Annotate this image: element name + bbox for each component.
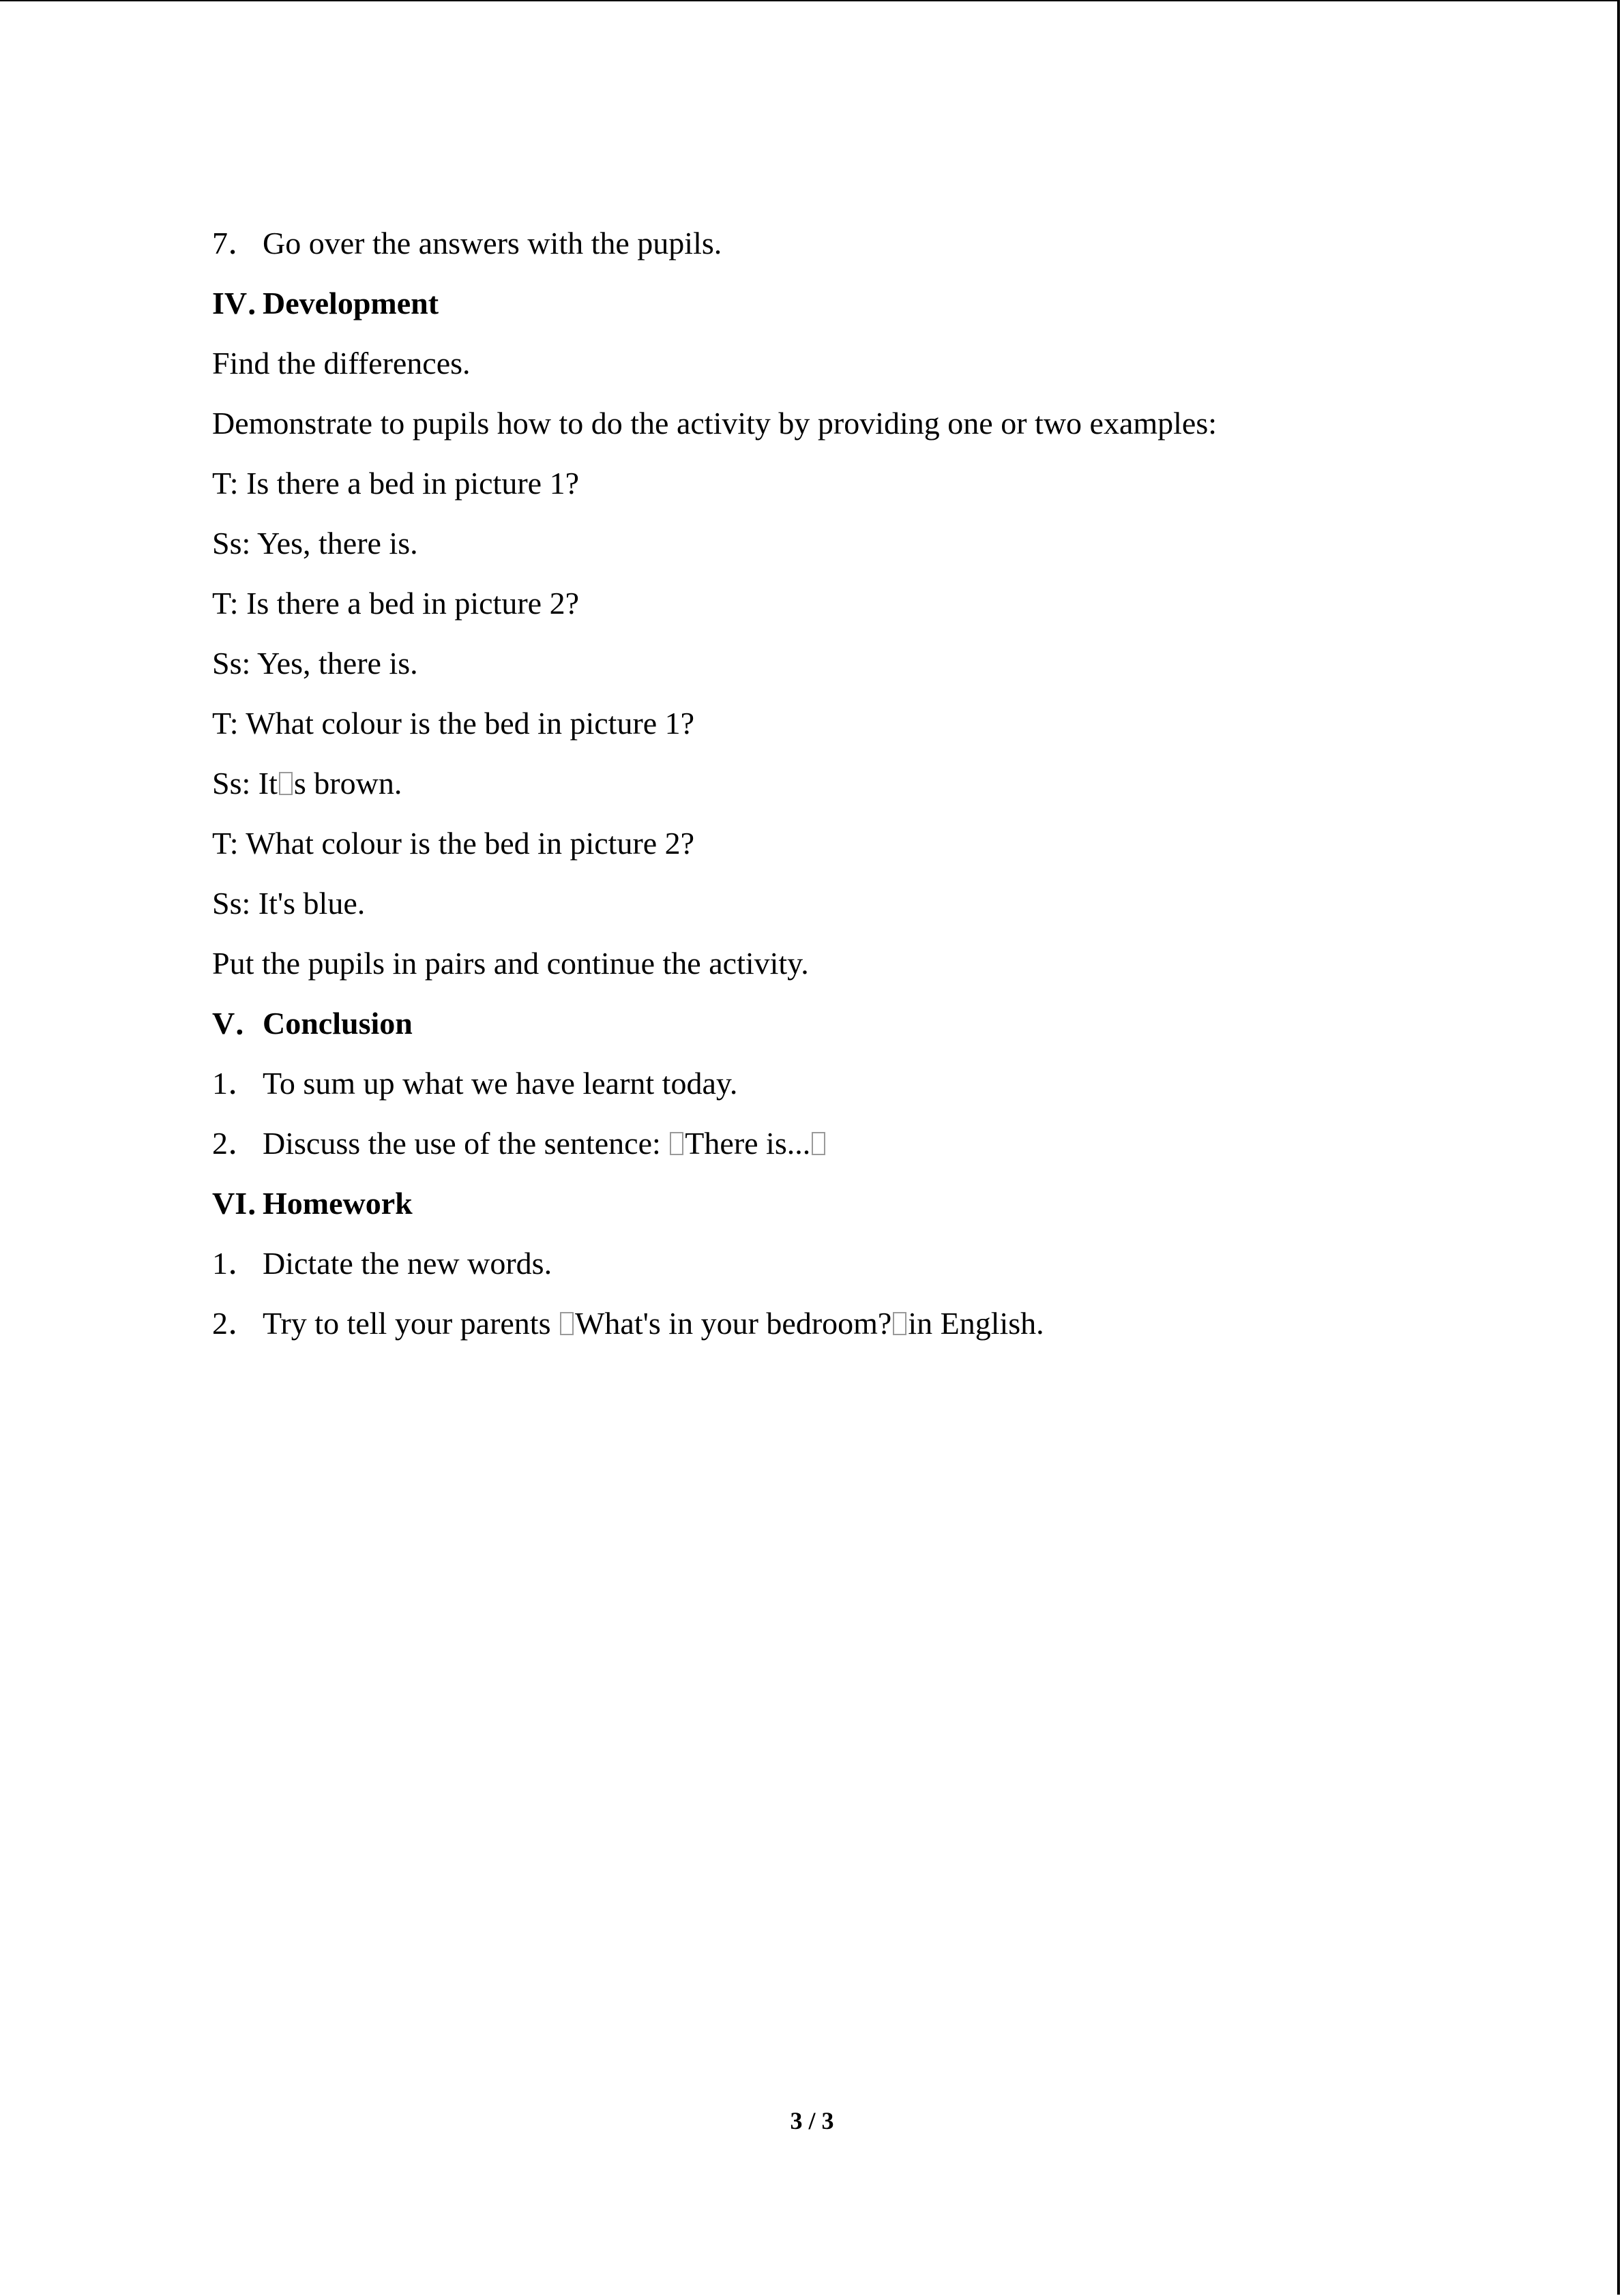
item-text: in English.	[908, 1306, 1044, 1341]
page-content	[212, 213, 1508, 1354]
section-title: Homework	[263, 1186, 413, 1221]
item-number: 1．	[212, 1066, 259, 1101]
section-heading-homework	[212, 1174, 1508, 1234]
dialogue-line: Ss: Yes, there is.	[212, 646, 418, 681]
dialogue-line: Ss: It's blue.	[212, 886, 366, 921]
dialogue-line: T: What colour is the bed in picture 2?	[212, 826, 695, 861]
section-heading-development	[212, 273, 1508, 333]
section-numeral: VI．	[212, 1186, 279, 1221]
missing-glyph-icon	[670, 1132, 683, 1155]
item-text: There is...	[685, 1126, 811, 1161]
item-text: Try to tell your parents	[263, 1306, 559, 1341]
list-item	[212, 1294, 1508, 1354]
list-item	[212, 1054, 1508, 1114]
dialogue-line: T: Is there a bed in picture 2?	[212, 586, 579, 621]
item-text: Discuss the use of the sentence:	[263, 1126, 669, 1161]
section-title: Conclusion	[263, 1006, 413, 1041]
section-heading-conclusion	[212, 994, 1508, 1054]
page-number: 3 / 3	[790, 2107, 834, 2134]
paragraph: Find the differences.	[212, 346, 471, 381]
dialogue-line: Ss: Yes, there is.	[212, 526, 418, 561]
item-text: What's in your bedroom?	[575, 1306, 892, 1341]
dialogue-text: Ss: It	[212, 766, 278, 801]
item-number: 7．	[212, 226, 259, 260]
dialogue-text: s brown.	[293, 766, 402, 801]
list-item	[212, 213, 1508, 273]
item-text: Go over the answers with the pupils.	[263, 226, 722, 260]
list-item	[212, 1114, 1508, 1174]
section-numeral: IV．	[212, 286, 279, 320]
item-text: To sum up what we have learnt today.	[263, 1066, 738, 1101]
list-item	[212, 1234, 1508, 1294]
dialogue-line: T: Is there a bed in picture 1?	[212, 466, 579, 501]
paragraph: Demonstrate to pupils how to do the activity by providing one or two examples:	[212, 406, 1217, 441]
missing-glyph-icon	[560, 1312, 574, 1335]
item-number: 2．	[212, 1306, 259, 1341]
dialogue-line	[212, 754, 1508, 814]
item-text: Dictate the new words.	[263, 1246, 552, 1281]
section-title: Development	[263, 286, 439, 320]
missing-glyph-icon	[893, 1312, 906, 1335]
paragraph: Put the pupils in pairs and continue the activity.	[212, 946, 809, 981]
dialogue-line: T: What colour is the bed in picture 1?	[212, 706, 695, 741]
section-numeral: V．	[212, 1006, 267, 1041]
item-number: 2．	[212, 1126, 259, 1161]
item-number: 1．	[212, 1246, 259, 1281]
missing-glyph-icon	[279, 772, 293, 795]
missing-glyph-icon	[812, 1132, 825, 1155]
